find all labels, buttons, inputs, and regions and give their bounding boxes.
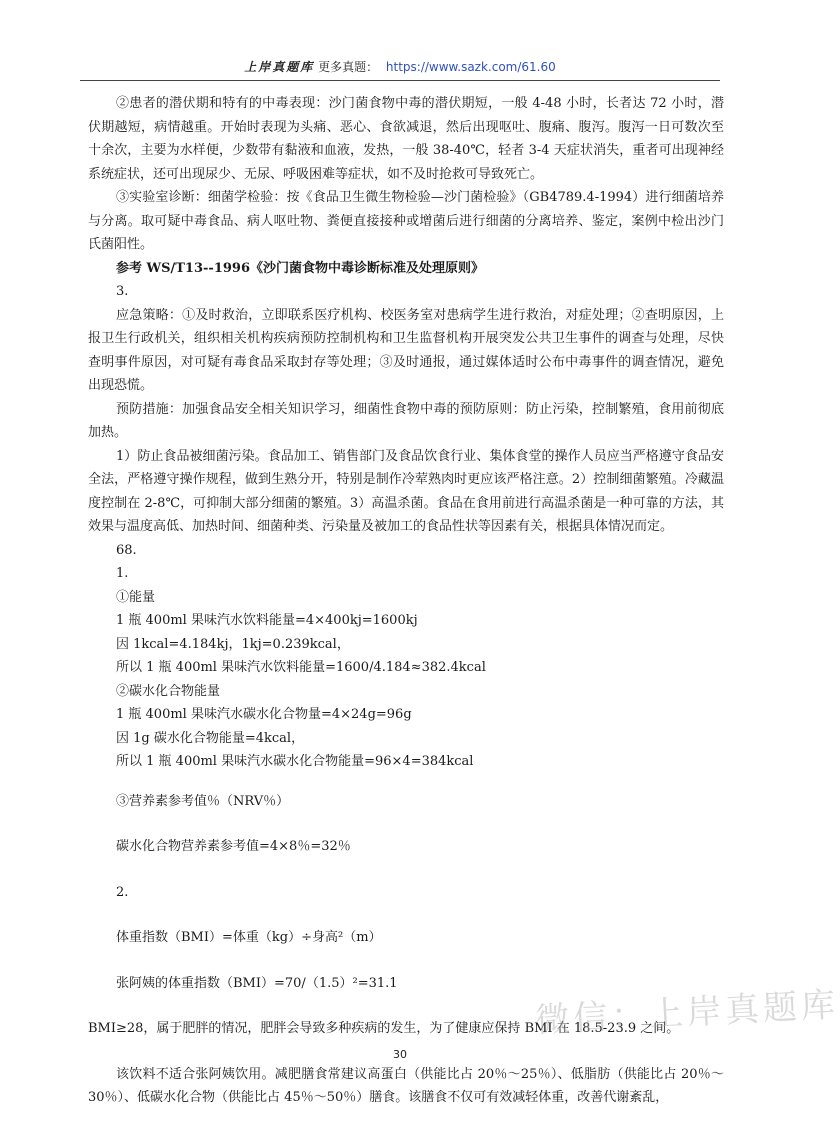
header-brand: 上岸真题库 xyxy=(244,60,315,74)
paragraph: 1）防止食品被细菌污染。食品加工、销售部门及食品饮食行业、集体食堂的操作人员应当严格遵守食品安全法，严格遵守操作规程，做到生熟分开，特别是制作冷荤熟肉时更应该严格注意。2）控制细菌繁殖。冷藏温度控制在 2-8℃，可抑制大部分细菌的繁殖。3）高温杀菌。食品在食用前进行高温杀菌是一种可靠的方法，其效果与温度高低、加热时间、细菌种类、污染量及被加工的食品性状等因素有关，根据具体情况而定。 xyxy=(88,448,724,534)
paragraph: 碳水化合物营养素参考值=4×8％=32％ xyxy=(116,839,351,854)
page-header xyxy=(0,58,800,75)
header-rule xyxy=(80,80,720,81)
watermark: 微信：上岸真题库 xyxy=(534,985,840,1041)
paragraph: ③营养素参考值％（NRV％） xyxy=(116,793,290,809)
paragraph: 3. xyxy=(116,284,129,299)
paragraph: 该饮料不适合张阿姨饮用。减肥膳食常建议高蛋白（供能比占 20％～25％）、低脂肪（供能比占 20％～30％）、低碳水化合物（供能比占 45％～50％）膳食。该膳食不仅可有效减轻体重，改善代谢紊乱， xyxy=(88,1066,724,1105)
paragraph: 所以 1 瓶 400ml 果味汽水饮料能量=1600/4.184≈382.4kcal xyxy=(116,660,486,675)
paragraph: 所以 1 瓶 400ml 果味汽水碳水化合物能量=96×4=384kcal xyxy=(116,754,474,769)
paragraph: 应急策略：①及时救治，立即联系医疗机构、校医务室对患病学生进行救治，对症处理；②查明原因，上报卫生行政机关，组织相关机构疾病预防控制机构和卫生监督机构开展突发公共卫生事件的调查与处理，尽快查明事件原因，对可疑有毒食品采取封存等处理；③及时通报，通过媒体适时公布中毒事件的调查情况，避免出现恐慌。 xyxy=(88,307,724,393)
paragraph: 因 1g 碳水化合物能量=4kcal， xyxy=(116,730,305,746)
page-number: 30 xyxy=(393,1048,407,1061)
paragraph: ①能量 xyxy=(116,589,156,605)
paragraph: 2. xyxy=(116,884,129,900)
paragraph: 预防措施：加强食品安全相关知识学习，细菌性食物中毒的预防原则：防止污染，控制繁殖，食用前彻底加热。 xyxy=(88,401,724,440)
document-body xyxy=(88,92,724,1110)
paragraph: 68. xyxy=(116,542,137,558)
header-url-link[interactable]: https://www.sazk.com/61.60 xyxy=(385,60,556,74)
paragraph: ②碳水化合物能量 xyxy=(116,683,221,699)
paragraph: 1 瓶 400ml 果味汽水饮料能量=4×400kj=1600kj xyxy=(116,613,418,628)
paragraph: ③实验室诊断：细菌学检验：按《食品卫生微生物检验—沙门菌检验》（GB4789.4-1994）进行细菌培养与分离。取可疑中毒食品、病人呕吐物、粪便直接接种或增菌后进行细菌的分离培养、鉴定，案例中检出沙门氏菌阳性。 xyxy=(88,190,724,252)
header-label: 更多真题： xyxy=(318,60,379,74)
paragraph: 1 瓶 400ml 果味汽水碳水化合物量=4×24g=96g xyxy=(116,707,412,722)
paragraph: 1. xyxy=(116,566,129,581)
paragraph: 张阿姨的体重指数（BMI）=70/（1.5）²=31.1 xyxy=(116,975,398,991)
paragraph: 体重指数（BMI）=体重（kg）÷身高²（m） xyxy=(116,930,382,945)
paragraph: ②患者的潜伏期和特有的中毒表现：沙门菌食物中毒的潜伏期短，一般 4-48 小时，长者达 72 小时，潜伏期越短，病情越重。开始时表现为头痛、恶心、食欲减退，然后出现呕吐、腹痛、腹泻。腹泻一日可数次至十余次，主要为水样便，少数带有黏液和血液，发热，一般 38-40℃，轻者 3-4 天症状消失，重者可出现神经系统症状，还可出现尿少、无尿、呼吸困难等症状，如不及时抢救可导致死亡。 xyxy=(88,96,724,182)
paragraph: 因 1kcal=4.184kj，1kj=0.239kcal， xyxy=(116,636,350,652)
paragraph: BMI≥28，属于肥胖的情况，肥胖会导致多种疾病的发生，为了健康应保持 BMI 在 18.5-23.9 之间。 xyxy=(88,1021,680,1036)
paragraph: 参考 WS/T13--1996《沙门菌食物中毒诊断标准及处理原则》 xyxy=(116,260,484,276)
